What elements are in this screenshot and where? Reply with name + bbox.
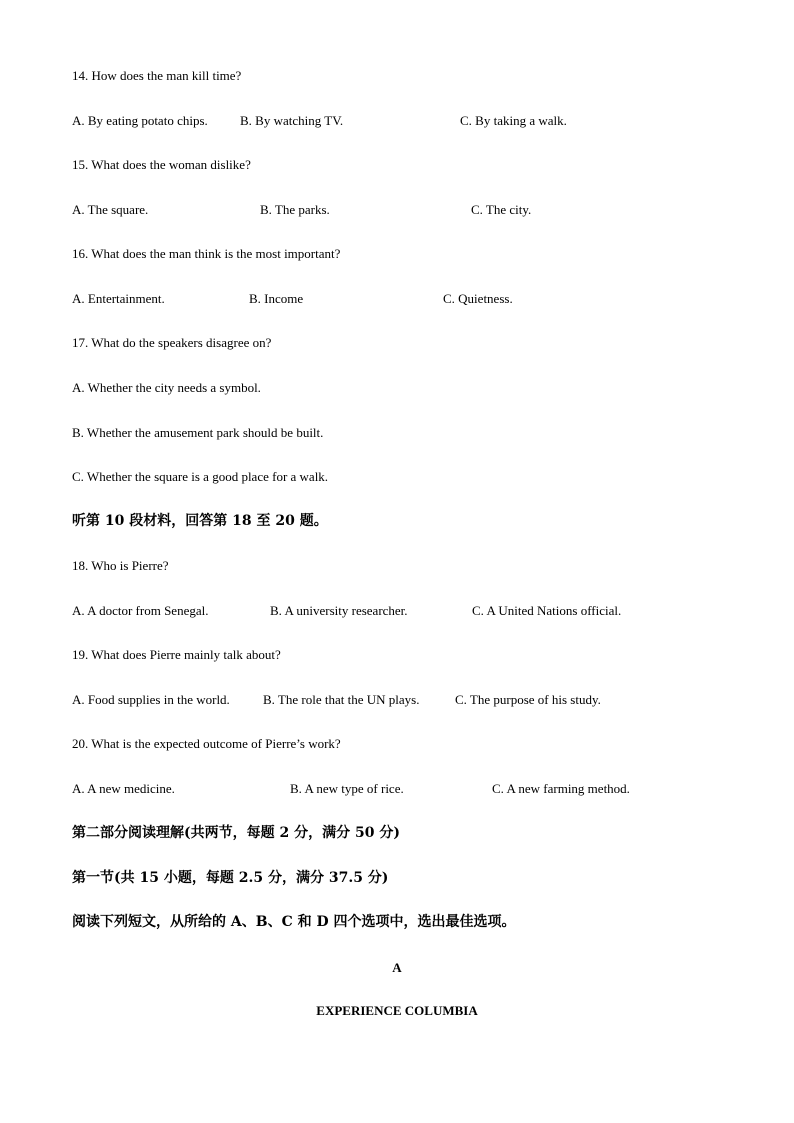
question-16-stem: 16. What does the man think is the most important? <box>72 246 341 261</box>
question-19-option-b: B. The role that the UN plays. <box>263 692 420 707</box>
question-16-option-b: B. Income <box>249 291 304 306</box>
question-20-option-b: B. A new type of rice. <box>290 781 404 796</box>
question-16-option-c: C. Quietness. <box>443 291 513 306</box>
question-15-option-b: B. The parks. <box>260 202 330 217</box>
question-15-option-a: A. The square. <box>72 202 149 217</box>
section-1-heading: 第一节(共 15 小题，每题 2.5 分，满分 37.5 分) <box>72 870 389 886</box>
question-15-option-c: C. The city. <box>471 202 532 217</box>
question-17-option-c: C. Whether the square is a good place for a walk. <box>72 469 329 484</box>
question-17-stem: 17. What do the speakers disagree on? <box>72 335 272 350</box>
question-20-option-a: A. A new medicine. <box>72 781 175 796</box>
question-20-option-c: C. A new farming method. <box>492 781 630 796</box>
question-14-stem: 14. How does the man kill time? <box>72 68 242 83</box>
question-17-option-b: B. Whether the amusement park should be built. <box>72 425 324 440</box>
question-18-option-c: C. A United Nations official. <box>472 603 622 618</box>
passage-letter: A <box>392 960 402 975</box>
question-14-option-c: C. By taking a walk. <box>460 113 567 128</box>
question-14-option-b: B. By watching TV. <box>240 113 344 128</box>
question-18-option-a: A. A doctor from Senegal. <box>72 603 209 618</box>
question-18-option-b: B. A university researcher. <box>270 603 408 618</box>
section-listen-10-heading: 听第 10 段材料，回答第 18 至 20 题。 <box>72 513 328 529</box>
question-19-stem: 19. What does Pierre mainly talk about? <box>72 647 281 662</box>
question-15-stem: 15. What does the woman dislike? <box>72 157 251 172</box>
question-16-option-a: A. Entertainment. <box>72 291 165 306</box>
question-18-stem: 18. Who is Pierre? <box>72 558 169 573</box>
passage-title: EXPERIENCE COLUMBIA <box>316 1003 478 1018</box>
question-14-option-a: A. By eating potato chips. <box>72 113 208 128</box>
question-20-stem: 20. What is the expected outcome of Pierre’s work? <box>72 736 341 751</box>
question-17-option-a: A. Whether the city needs a symbol. <box>72 380 261 395</box>
question-19-option-c: C. The purpose of his study. <box>455 692 601 707</box>
question-19-option-a: A. Food supplies in the world. <box>72 692 230 707</box>
part-2-heading: 第二部分阅读理解(共两节，每题 2 分，满分 50 分) <box>72 825 400 841</box>
reading-instructions: 阅读下列短文，从所给的 A、B、C 和 D 四个选项中，选出最佳选项。 <box>72 914 516 930</box>
